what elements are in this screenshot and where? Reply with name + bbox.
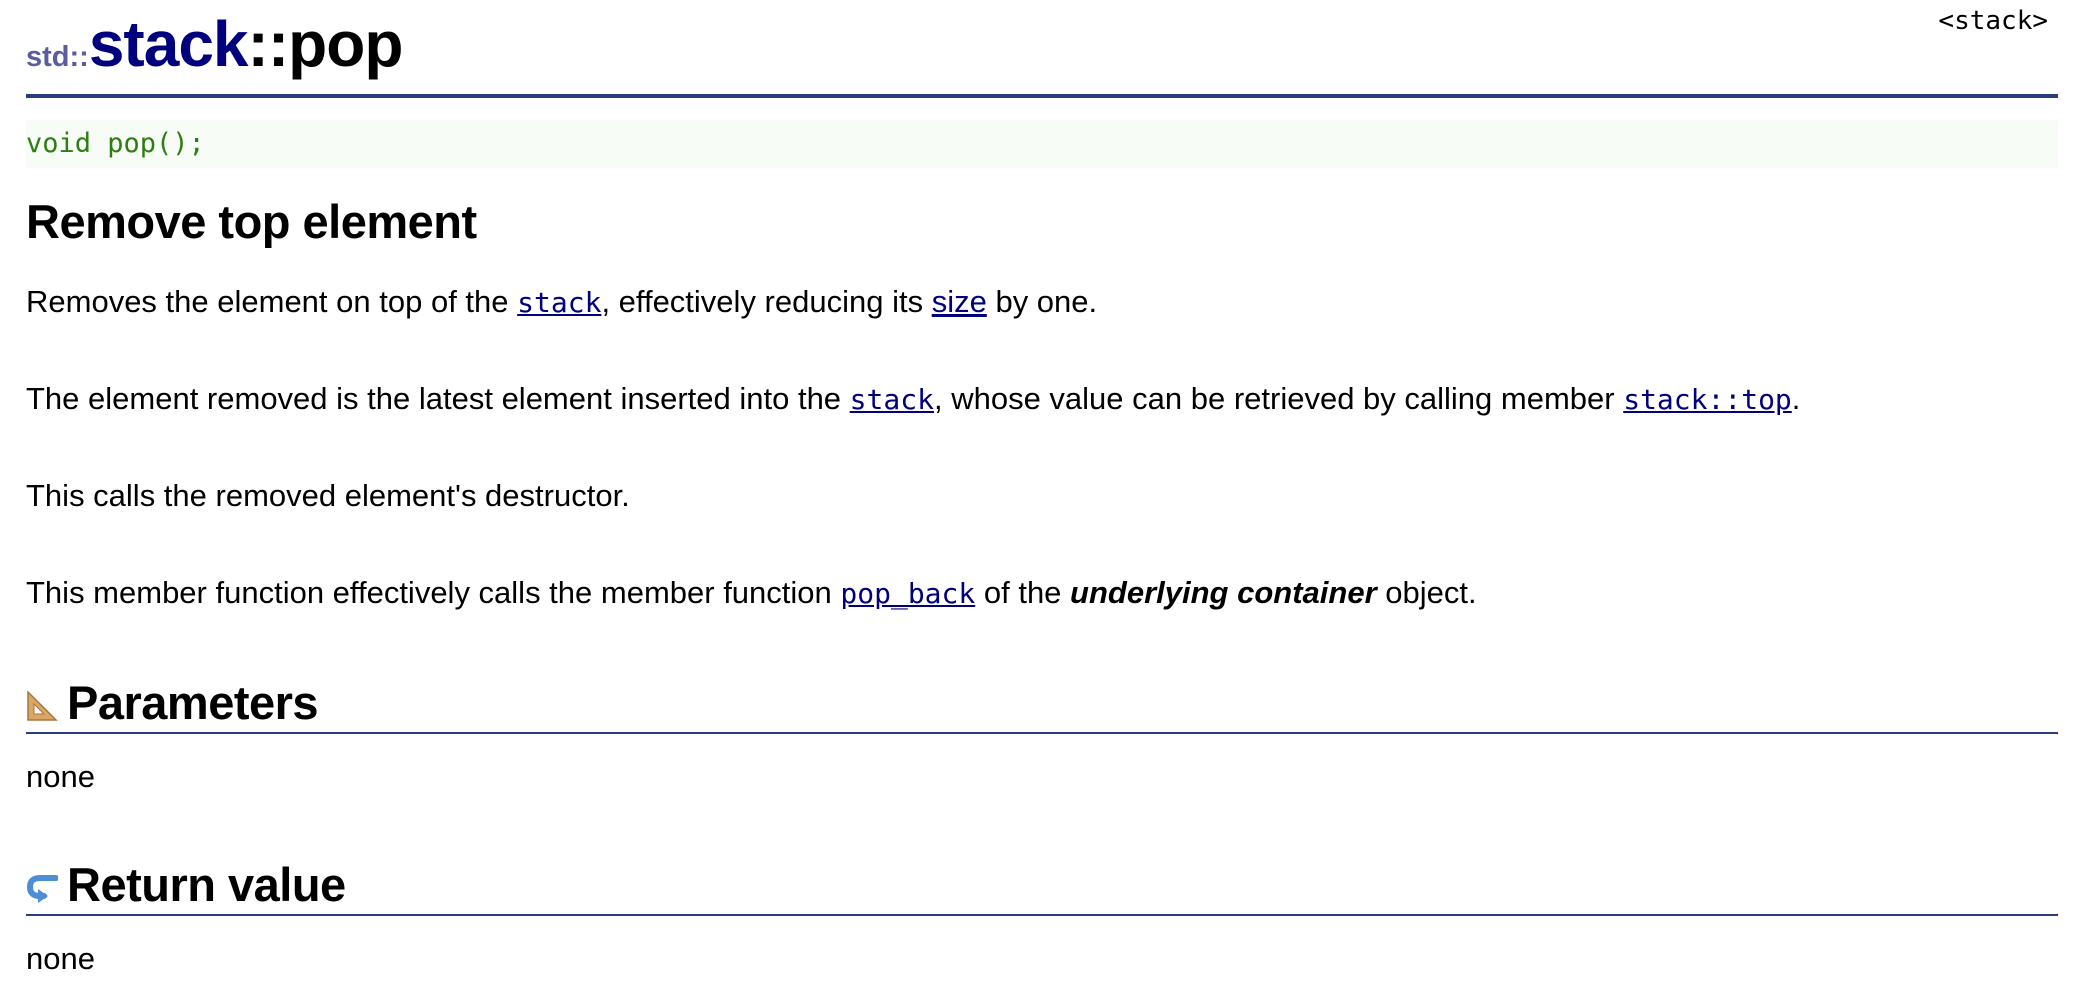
title-namespace: std:: [26,41,89,73]
parameters-heading [26,676,2058,734]
stack-link[interactable]: stack [517,286,602,319]
p2-text-2: , whose value can be retrieved by calling member [933,381,1624,416]
p4-text-2: of the [975,575,1071,610]
parameters-body: none [26,759,95,794]
return-value-heading [26,858,2058,916]
parameters-title: Parameters [67,676,319,729]
stack-top-link[interactable]: stack::top [1623,383,1792,416]
paragraph-2 [26,379,1800,420]
return-value-body: none [26,941,95,976]
title-function: ::pop [247,8,403,80]
p1-text-1: Removes the element on top of the [26,284,518,319]
return-value-title: Return value [67,858,346,911]
p4-text-3: object. [1376,575,1477,610]
underlying-container-emphasis: underlying container [1070,575,1377,610]
p1-text-3: by one. [986,284,1098,319]
paragraph-3 [26,476,630,516]
header-tag: <stack> [1938,6,2048,36]
size-link[interactable]: size [931,284,987,319]
p2-text-3: . [1791,381,1801,416]
return-arrow-icon [26,872,58,904]
title-class: stack [88,8,248,80]
page [26,0,2058,976]
paragraph-4 [26,573,1477,614]
prototype: void pop(); [26,120,2058,168]
page-title [26,0,2058,98]
p1-text-2: , effectively reducing its [601,284,932,319]
subtitle: Remove top element [26,195,477,248]
p2-text-1: The element removed is the latest element inserted into the [26,381,850,416]
set-square-icon [26,690,58,722]
paragraph-1 [26,282,1097,323]
stack-link-2[interactable]: stack [849,383,934,416]
p4-text-1: This member function effectively calls the member function [26,575,841,610]
pop-back-link[interactable]: pop_back [840,577,976,610]
p3-text-1: This calls the removed element's destructor. [26,478,630,513]
